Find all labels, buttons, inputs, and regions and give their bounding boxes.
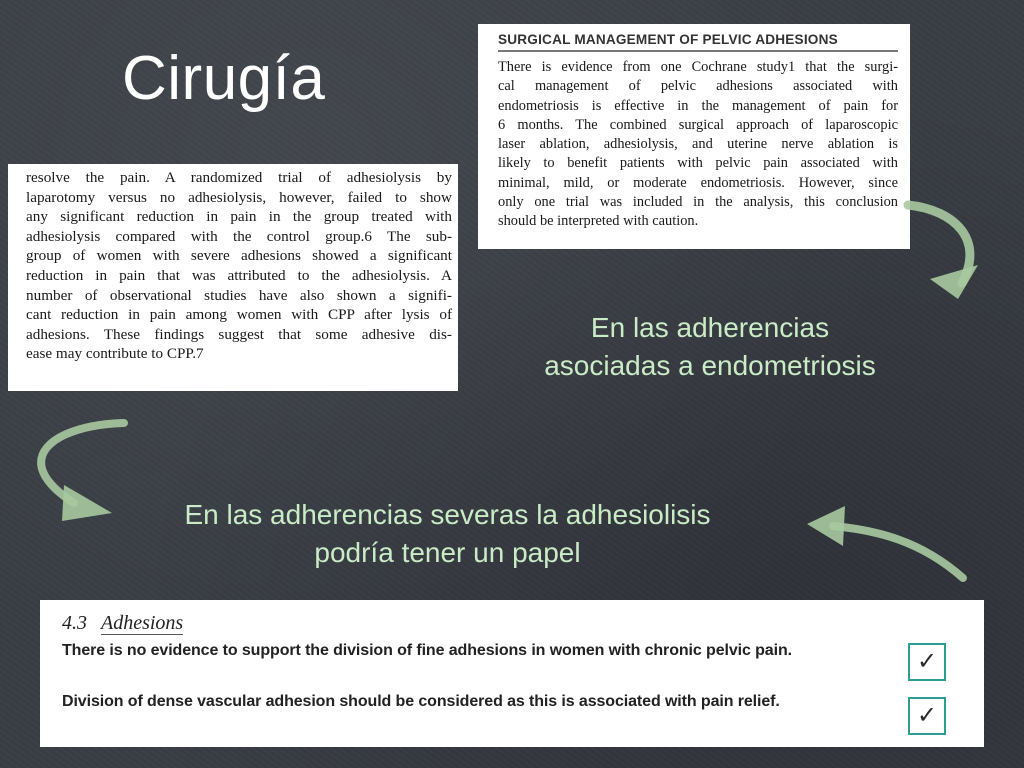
excerpt-line: laparotomy versus no adhesiolysis, however, failed to show (26, 188, 452, 206)
excerpt-line: adhesions. These findings suggest that some adhesive dis- (26, 325, 452, 343)
excerpt-line: group of women with severe adhesions showed a significant (26, 247, 452, 265)
caption-severe-adhesions (80, 496, 815, 572)
checkmark-icon: ✓ (908, 643, 946, 681)
excerpt-line: cal management of pelvic adhesions associated with (498, 78, 898, 95)
section-title: Adhesions (101, 612, 184, 634)
caption-line: asociadas a endometriosis (544, 349, 876, 381)
excerpt-line: likely to benefit patients with pelvic pain associated with (498, 155, 898, 172)
caption-endometriosis (490, 309, 930, 385)
excerpt-line: adhesiolysis compared with the control group.6 The sub- (26, 227, 452, 245)
excerpt-line: ease may contribute to CPP.7 (26, 345, 204, 363)
guideline-statement-dense-adhesions: Division of dense vascular adhesion should be considered as this is associated with pain relief. (62, 693, 780, 710)
excerpt-line: 6 months. The combined surgical approach of laparoscopic (498, 116, 898, 133)
excerpt-line: number of observational studies have also shown a signifi- (26, 286, 452, 304)
caption-line: En las adherencias severas la adhesiolisis (184, 499, 711, 530)
section-number: 4.3 (62, 612, 87, 634)
right-document-excerpt (478, 24, 910, 249)
slide-title: Cirugía (122, 44, 326, 113)
excerpt-line: laser ablation, adhesiolysis, and uterine nerve ablation is (498, 136, 898, 153)
caption-line: podría tener un papel (314, 536, 581, 568)
checkmark-icon: ✓ (908, 697, 946, 735)
excerpt-line: any significant reduction in pain in the group treated with (26, 208, 452, 226)
section-heading (62, 612, 183, 635)
excerpt-line: resolve the pain. A randomized trial of adhesiolysis by (26, 169, 452, 186)
excerpt-line: reduction in pain that was attributed to the adhesiolysis. A (26, 266, 452, 284)
guideline-excerpt (40, 600, 984, 747)
excerpt-line: cant reduction in pain among women with CPP after lysis of (26, 306, 452, 324)
guideline-statement-fine-adhesions: There is no evidence to support the division of fine adhesions in women with chronic pelvic pain. (62, 642, 792, 659)
chalk-arrow-icon (805, 500, 975, 585)
excerpt-line: minimal, mild, or moderate endometriosis. However, since (498, 174, 898, 191)
excerpt-heading: SURGICAL MANAGEMENT OF PELVIC ADHESIONS (498, 32, 898, 52)
left-document-excerpt (8, 164, 458, 391)
caption-line: En las adherencias (590, 312, 830, 343)
excerpt-line: only one trial was included in the analysis, this conclusion (498, 194, 898, 211)
excerpt-line: There is evidence from one Cochrane study1 that the surgi- (498, 59, 898, 75)
excerpt-line: should be interpreted with caution. (498, 213, 699, 230)
chalk-arrow-icon (900, 195, 990, 305)
excerpt-line: endometriosis is effective in the management of pain for (498, 97, 898, 114)
